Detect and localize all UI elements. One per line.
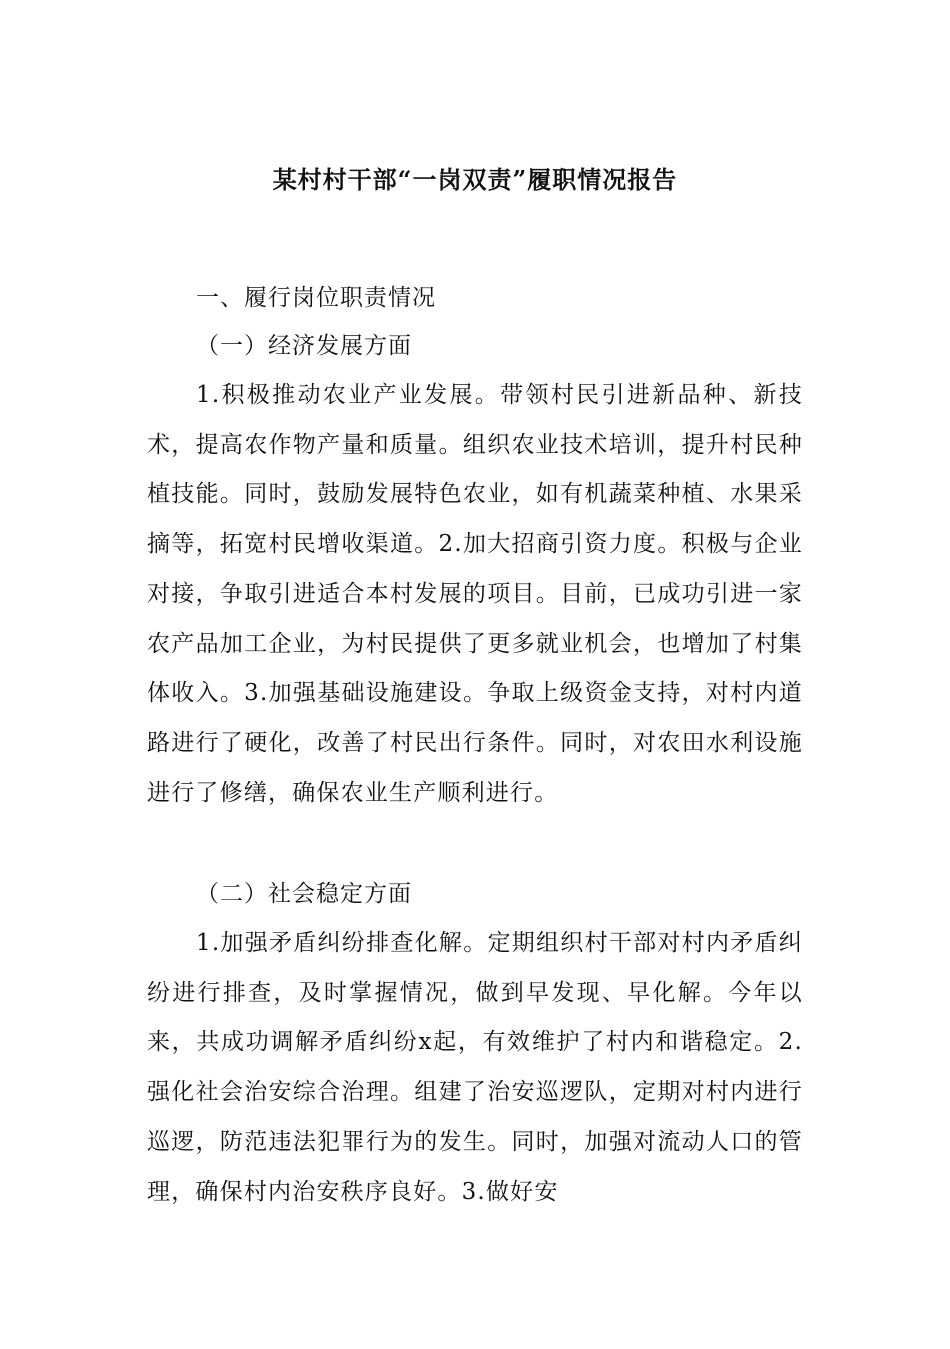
subsection-heading-stability: （二）社会稳定方面	[196, 881, 412, 907]
subsection-heading-economy: （一）经济发展方面	[196, 333, 412, 359]
section-heading-1: 一、履行岗位职责情况	[196, 285, 436, 311]
paragraph-economy: 1.积极推动农业产业发展。带领村民引进新品种、新技术，提高农作物产量和质量。组织农业技术培训，提升村民种植技能。同时，鼓励发展特色农业，如有机蔬菜种植、水果采摘等，拓宽村民增收渠道。2.加大招商引资力度。积极与企业对接，争取引进适合本村发展的项目。目前，已成功引进一家农产品加工企业，为村民提供了更多就业机会，也增加了村集体收入。3.加强基础设施建设。争取上级资金支持，对村内道路进行了硬化，改善了村民出行条件。同时，对农田水利设施进行了修缮，确保农业生产顺利进行。	[147, 382, 803, 806]
document-title: 某村村干部“一岗双责”履职情况报告	[272, 165, 678, 194]
paragraph-stability: 1.加强矛盾纠纷排查化解。定期组织村干部对村内矛盾纠纷进行排查，及时掌握情况，做到早发现、早化解。今年以来，共成功调解矛盾纠纷x起，有效维护了村内和谐稳定。2.强化社会治安综合治理。组建了治安巡逻队，定期对村内进行巡逻，防范违法犯罪行为的发生。同时，加强对流动人口的管理，确保村内治安秩序良好。3.做好安	[147, 930, 803, 1205]
